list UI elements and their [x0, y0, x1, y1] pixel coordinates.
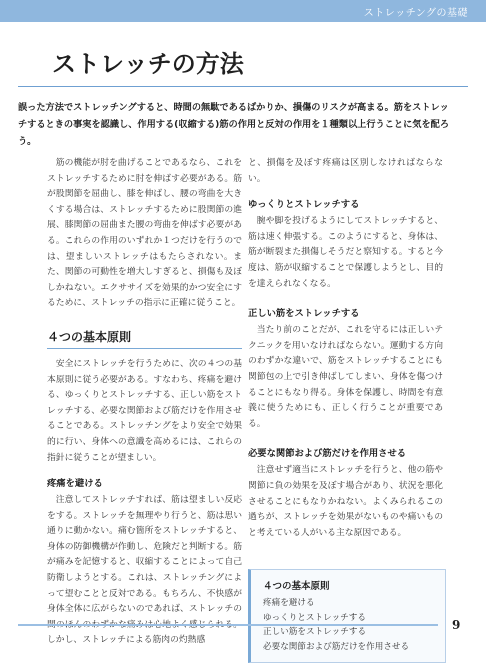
summary-item: 疼痛を避ける: [263, 598, 315, 609]
left-column: [47, 156, 242, 649]
pain-paragraph: 注意してストレッチすれば、筋は望ましい反応をする。ストレッチを無理やり行うと、筋は思い通りに動かない。痛む箇所をストレッチすると、身体の防御機構が作動し、危険だと判断する。筋が痛みを記憶すると、収縮することによって自己防衛しようとする。これは、ストレッチングによって望むことと反対である。もちろん、不快感が身体全体に広がらないのであれば、ストレッチの間のほんのわずかな痛みは心地よく感じられる。しかし、ストレッチによる筋肉の灼熱感: [47, 495, 242, 646]
summary-title: ４つの基本原則: [263, 581, 330, 593]
intro-paragraph: 筋の機能が肘を曲げることであるなら、これをストレッチするために肘を伸ばす必要がある。筋が股関節を屈曲し、膝を伸ばし、腰の弯曲を大きくする場合は、ストレッチするために股関節の進展、膝関節の屈曲また腰の弯曲を伸ばす必要がある。これらの作用のいずれか１つだけを行うのでは、望ましいストレッチはもたらされない。また、関節の可動性を増大しすぎると、損傷も及ぼしかねない。エクササイズを効果的かつ安全にするために、ストレッチの指示に正確に従うこと。: [47, 158, 242, 309]
summary-item: 必要な関節および筋だけを作用させる: [263, 641, 410, 652]
right-column: [248, 156, 443, 663]
lead-paragraph: 誤った方法でストレッチングすると、時間の無駄であるばかりか、損傷のリスクが高まる。筋をストレッチするときの事実を認識し、作用する(収縮する)筋の作用と反対の作用を１種類以上行うことに気を配ろう。: [18, 102, 450, 147]
summary-box: [248, 569, 446, 663]
header-bar: [0, 0, 486, 22]
slow-stretch-heading: ゆっくりとストレッチする: [248, 199, 360, 211]
slow-stretch-paragraph: 腕や脚を投げるようにしてストレッチすると、筋は速く伸張する。このようにすると、身体は、筋が断裂また損傷しそうだと察知する。すると今度は、筋が収縮することで保護しようとし、目的を達えられなくなる。: [248, 216, 443, 289]
necessary-joints-heading: 必要な関節および筋だけを作用させる: [248, 448, 407, 460]
pain-heading: 疼痛を避ける: [47, 478, 103, 490]
page-number: 9: [452, 618, 461, 632]
correct-muscle-paragraph: 当たり前のことだが、これを守るには正しいテクニックを用いなければならない。運動する方向のわずかな違いで、筋をストレッチすることにも関節包の上で引き伸ばしてしまい、身体を傷つけることにもなり得る。身体を保護し、時間を有意義に使うためにも、正しく行うことが重要である。: [248, 325, 443, 429]
summary-item: ゆっくりとストレッチする: [263, 612, 366, 623]
page-title: ストレッチの方法: [52, 49, 244, 78]
principles-paragraph: 安全にストレッチを行うために、次の４つの基本原則に従う必要がある。すなわち、疼痛を避ける、ゆっくりとストレッチする、正しい筋をストレッチする、必要な関節および筋だけを作用させることである。ストレッチングをより安全で効果的に行い、身体への意識を高めるには、これらの指針に従うことが望ましい。: [47, 358, 242, 463]
continued-paragraph: と、損傷を及ぼす疼痛は区別しなければならない。: [248, 158, 443, 184]
section-label: ストレッチングの基礎: [363, 8, 468, 19]
footer-divider: [18, 624, 438, 626]
title-divider: [18, 86, 468, 87]
principles-section-heading: ４つの基本原則: [47, 328, 242, 349]
correct-muscle-heading: 正しい筋をストレッチする: [248, 308, 360, 320]
necessary-joints-paragraph: 注意せず適当にストレッチを行うと、他の筋や関節に負の効果を及ぼす場合があり、状況を悪化させることにもなりかねない。よくみられるこの過ちが、ストレッチを効果がないものや痛いものと考えている人がいる主な原因である。: [248, 465, 443, 538]
summary-item: 正しい筋をストレッチする: [263, 627, 367, 638]
